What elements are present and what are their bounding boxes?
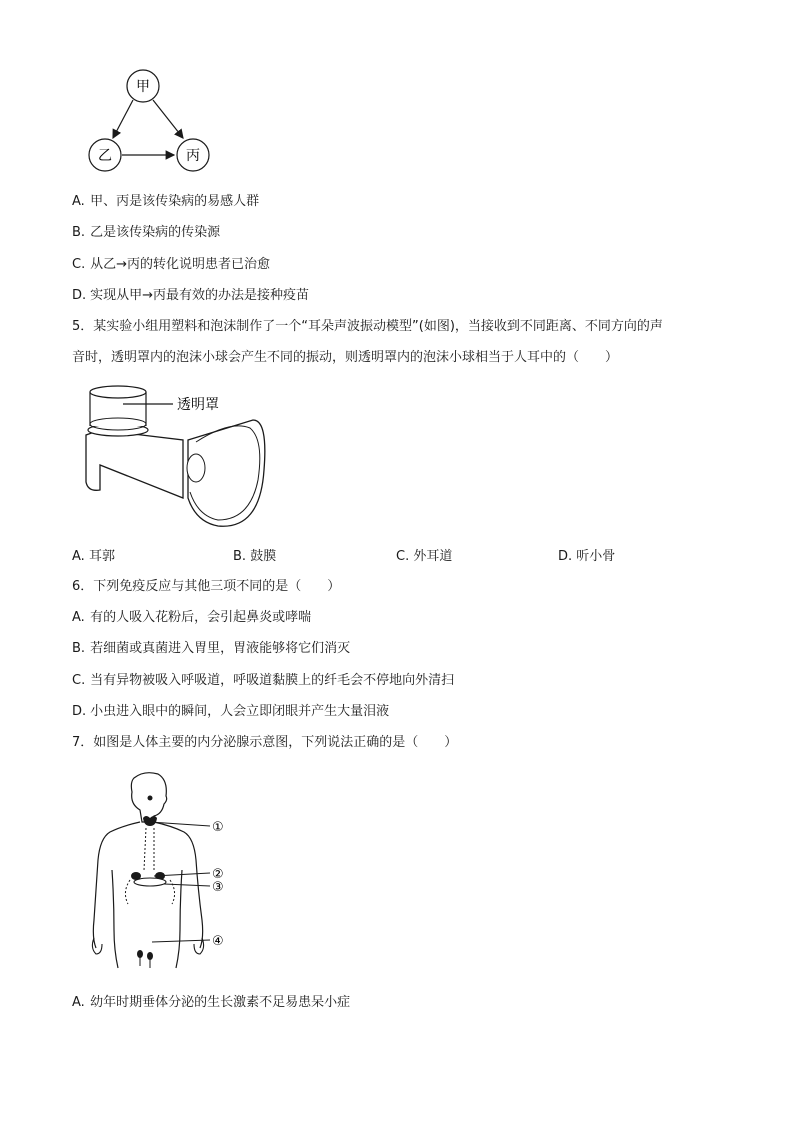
q5-option-d[interactable]: D. 听小骨 xyxy=(558,549,616,564)
q4-option-d[interactable]: D. 实现从甲→丙最有效的办法是接种疫苗 xyxy=(72,288,310,303)
marker-4: ④ xyxy=(212,934,224,949)
q6-stem: 6．下列免疫反应与其他三项不同的是（ ） xyxy=(72,579,341,594)
pituitary-gland xyxy=(148,796,153,801)
q7-option-a[interactable]: A. 幼年时期垂体分泌的生长激素不足易患呆小症 xyxy=(72,995,351,1010)
q5-option-a[interactable]: A. 耳郭 xyxy=(72,549,115,564)
marker-3: ③ xyxy=(212,880,224,895)
tube-body xyxy=(86,430,183,498)
cover-top xyxy=(90,386,146,398)
q4-option-b[interactable]: B. 乙是该传染病的传染源 xyxy=(72,225,221,240)
q5-ear-model-figure xyxy=(78,380,268,530)
gonads xyxy=(137,950,143,958)
body-outline xyxy=(93,822,202,968)
q6-option-d[interactable]: D. 小虫进入眼中的瞬间，人会立即闭眼并产生大量泪液 xyxy=(72,704,390,719)
marker-2: ② xyxy=(212,867,224,882)
q7-endocrine-figure xyxy=(84,770,234,970)
q4-option-c[interactable]: C. 从乙→丙的转化说明患者已治愈 xyxy=(72,257,271,272)
q6-option-a[interactable]: A. 有的人吸入花粉后，会引起鼻炎或哮喘 xyxy=(72,610,312,625)
arrow-top-to-left xyxy=(113,100,133,138)
pancreas xyxy=(134,878,166,886)
node-left-label: 乙 xyxy=(98,148,112,164)
q6-option-c[interactable]: C. 当有异物被吸入呼吸道，呼吸道黏膜上的纤毛会不停地向外清扫 xyxy=(72,673,455,688)
arrow-top-to-right xyxy=(153,100,183,138)
q4-transition-diagram xyxy=(80,64,220,174)
q6-option-b[interactable]: B. 若细菌或真菌进入胃里，胃液能够将它们消灭 xyxy=(72,641,351,656)
cover-label: 透明罩 xyxy=(177,397,219,413)
marker-1: ① xyxy=(212,820,224,835)
q5-option-b[interactable]: B. 鼓膜 xyxy=(233,549,277,564)
node-top-label: 甲 xyxy=(136,79,150,95)
node-right-label: 丙 xyxy=(186,148,200,164)
horn-inner-opening xyxy=(187,454,205,482)
q5-stem-line2: 音时，透明罩内的泡沫小球会产生不同的振动，则透明罩内的泡沫小球相当于人耳中的（ ） xyxy=(72,350,619,365)
q4-option-a[interactable]: A. 甲、丙是该传染病的易感人群 xyxy=(72,194,260,209)
q5-stem-line1: 5．某实验小组用塑料和泡沫制作了一个“耳朵声波振动模型”(如图)，当接收到不同距离、不同方向的声 xyxy=(72,319,663,334)
q5-option-c[interactable]: C. 外耳道 xyxy=(396,549,453,564)
q7-stem: 7．如图是人体主要的内分泌腺示意图，下列说法正确的是（ ） xyxy=(72,735,458,750)
